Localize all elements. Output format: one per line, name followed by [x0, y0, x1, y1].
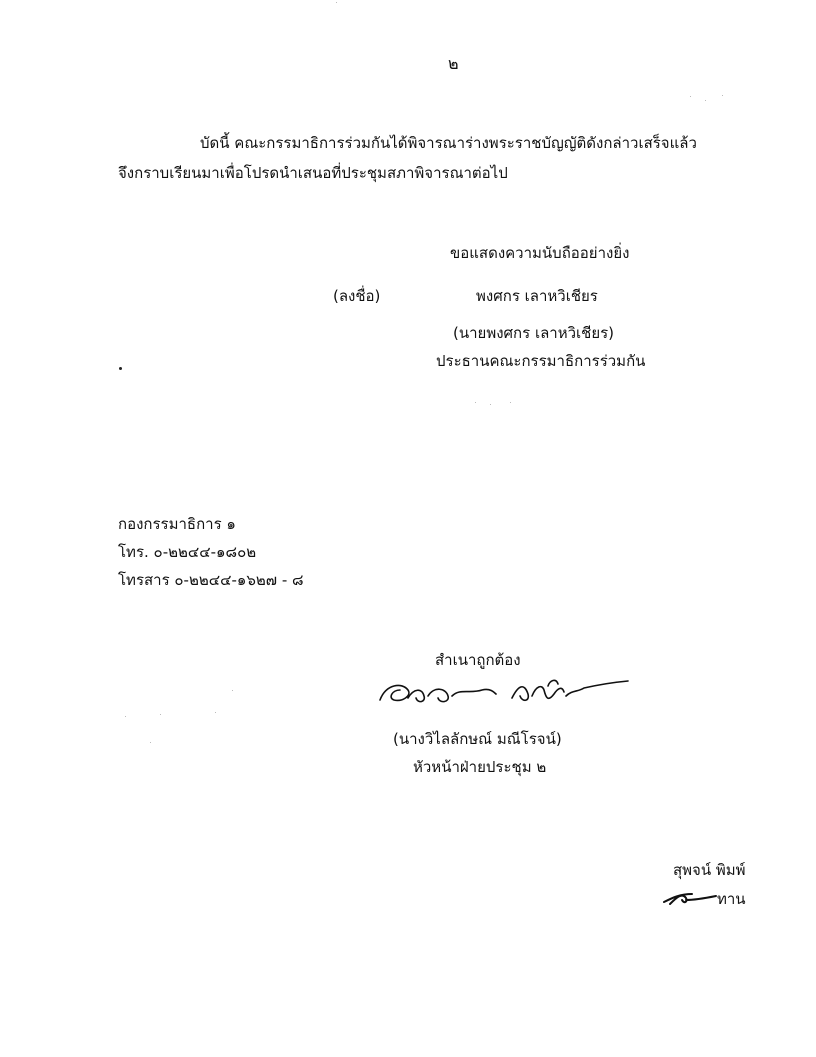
typist-note: สุพจน์ พิมพ์: [673, 861, 746, 879]
scan-speck: [475, 402, 476, 403]
signatory-position: ประธานคณะกรรมาธิการร่วมกัน: [436, 352, 646, 370]
sign-label: (ลงชื่อ): [333, 287, 381, 305]
stray-mark: [119, 367, 122, 370]
certifier-full-name: (นางวิไลลักษณ์ มณีโรจน์): [393, 730, 562, 748]
scan-speck: [336, 2, 337, 3]
scan-speck: [722, 95, 723, 96]
scan-speck: [510, 402, 511, 403]
fax-number: โทรสาร ๐-๒๒๔๔-๑๖๒๗ - ๘: [118, 571, 304, 589]
checker-initials: [662, 888, 718, 908]
phone-number: โทร. ๐-๒๒๔๔-๑๘๐๒: [118, 543, 257, 561]
checker-note: ทาน: [717, 890, 746, 908]
scan-speck: [490, 404, 491, 405]
page-number: ๒: [448, 54, 459, 73]
scan-speck: [705, 100, 706, 101]
scan-speck: [150, 742, 151, 743]
scan-speck: [215, 712, 216, 713]
handwritten-signature: [372, 676, 632, 716]
body-paragraph-line-1: บัดนี้ คณะกรรมาธิการร่วมกันได้พิจารณาร่างพระราชบัญญัติดังกล่าวเสร็จแล้ว: [200, 134, 697, 152]
scan-speck: [690, 96, 691, 97]
scan-speck: [125, 716, 126, 717]
certified-copy-label: สำเนาถูกต้อง: [435, 651, 521, 669]
scan-speck: [232, 690, 233, 691]
signatory-full-name: (นายพงศกร เลาหวิเชียร): [453, 324, 615, 342]
closing-salutation: ขอแสดงความนับถืออย่างยิ่ง: [450, 244, 630, 262]
scan-speck: [160, 714, 161, 715]
certifier-position: หัวหน้าฝ่ายประชุม ๒: [413, 758, 547, 776]
department-name: กองกรรมาธิการ ๑: [118, 515, 236, 533]
signatory-signed-name: พงศกร เลาหวิเชียร: [476, 287, 598, 305]
body-paragraph-line-2: จึงกราบเรียนมาเพื่อโปรดนำเสนอที่ประชุมสภาพิจารณาต่อไป: [118, 164, 508, 182]
